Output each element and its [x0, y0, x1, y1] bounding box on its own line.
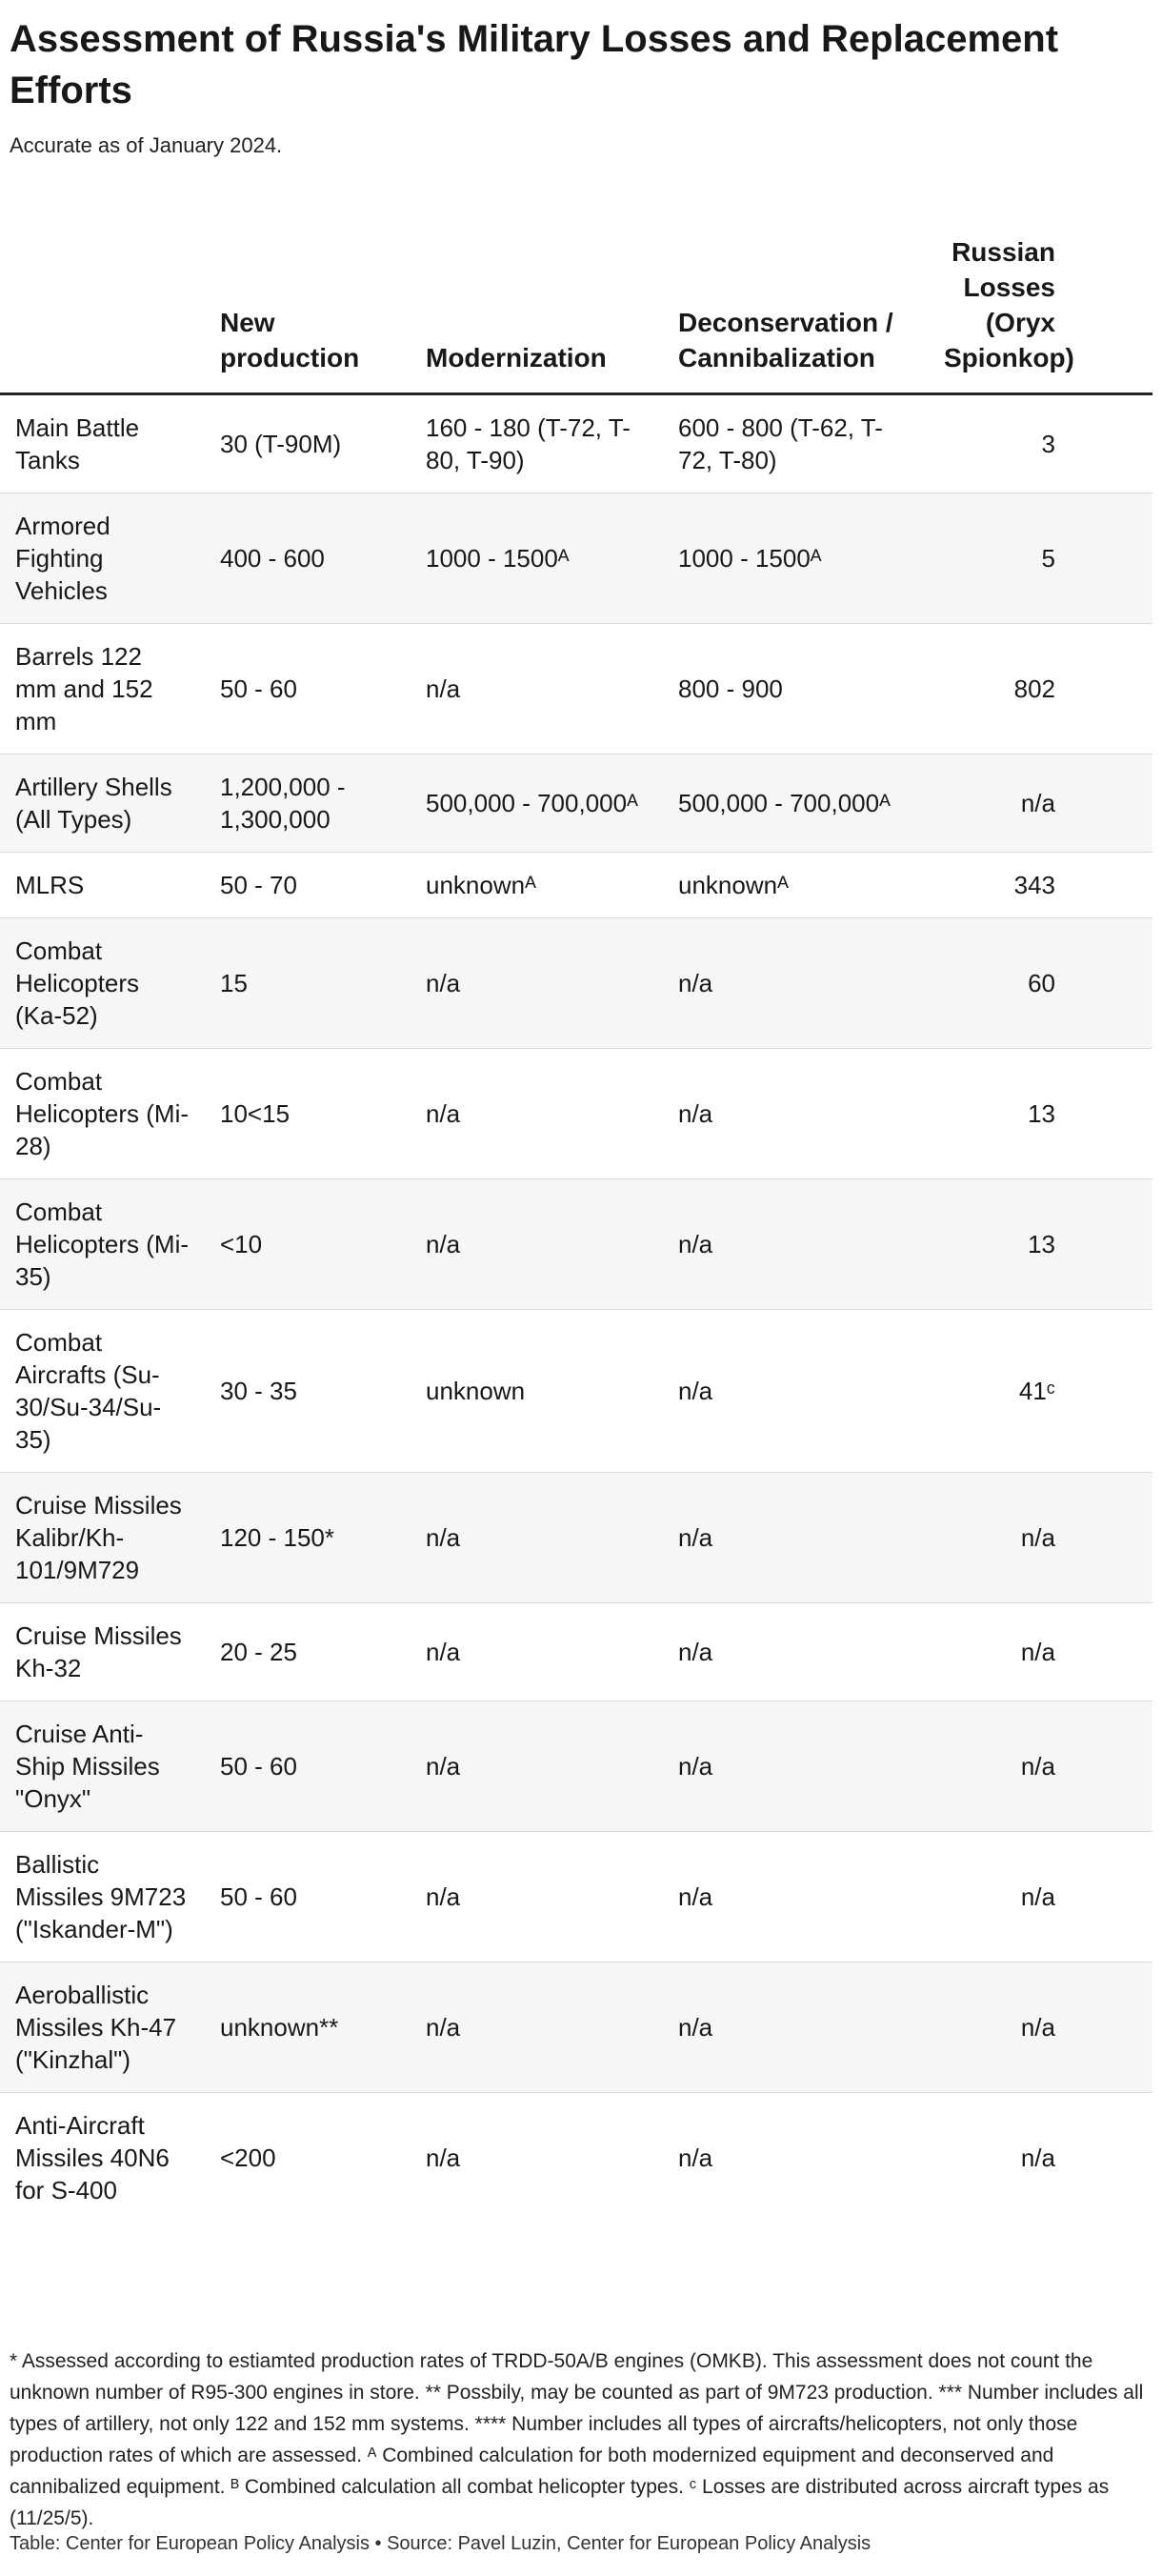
data-table — [0, 234, 1152, 2223]
table-cell: n/a — [426, 969, 461, 997]
table-cell: 13 — [1028, 1099, 1055, 1128]
row-label-cell: MLRS — [15, 871, 85, 899]
table-cell: 50 - 70 — [220, 871, 297, 899]
row-label-cell: Armored Fighting Vehicles — [15, 512, 110, 605]
table-cell: 600 - 800 (T-62, T-72, T-80) — [678, 413, 883, 474]
table-cell: n/a — [678, 1523, 713, 1552]
table-cell: n/a — [678, 1230, 713, 1258]
table-cell: 41ᶜ — [1018, 1377, 1055, 1405]
table-cell: n/a — [1020, 1752, 1055, 1781]
row-label-cell: Ballistic Missiles 9M723 ("Iskander-M") — [15, 1850, 187, 1943]
source-line: Table: Center for European Policy Analysis • Source: Pavel Luzin, Center for European Policy Analysis — [10, 2533, 872, 2554]
table-cell: n/a — [678, 2013, 713, 2042]
table-cell: n/a — [678, 1377, 713, 1405]
row-label-cell: Main Battle Tanks — [15, 413, 140, 474]
table-cell — [1071, 1179, 1152, 1310]
table-cell — [1071, 2093, 1152, 2224]
table-cell — [1071, 918, 1152, 1049]
table-cell: n/a — [678, 969, 713, 997]
table-cell: n/a — [1020, 1523, 1055, 1552]
column-header[interactable]: Russian Losses (Oryx Spionkop) — [944, 237, 1074, 372]
row-label-cell: Combat Helicopters (Mi-35) — [15, 1197, 190, 1291]
table-cell — [1071, 853, 1152, 918]
footnote: * Assessed according to estiamted production rates of TRDD-50A/B engines (OMKB). This assessment does not count the unknown number of R95-300 engines in store. ** Possbily, may be counted as part of 9M723 production. *** Number includes all types of artillery, not only 122 and 152 mm systems. **** Number includes all types of aircrafts/helicopters, not only those production rates of which are assessed. ᴬ Combined calculation for both modernized equipment and deconserved and cannibalized equipment. ᴮ Combined calculation all combat helicopter types. ᶜ Losses are distributed across aircraft types as (11/25/5). — [10, 2350, 1144, 2529]
table-cell: 50 - 60 — [220, 1752, 297, 1781]
row-label-cell: Artillery Shells (All Types) — [15, 773, 172, 834]
table-row — [0, 1310, 1152, 1473]
row-label-cell: Anti-Aircraft Missiles 40N6 for S-400 — [15, 2111, 170, 2204]
column-header[interactable] — [1071, 234, 1152, 394]
table-header-row — [0, 234, 1152, 394]
table-cell: n/a — [426, 1752, 461, 1781]
table-cell — [1071, 1603, 1152, 1701]
table-cell — [1071, 1310, 1152, 1473]
column-header[interactable]: Modernization — [426, 343, 607, 372]
table-cell: 13 — [1028, 1230, 1055, 1258]
table-cell: unknown** — [220, 2013, 339, 2042]
table-row — [0, 1049, 1152, 1179]
table-cell: 30 - 35 — [220, 1377, 297, 1405]
table-cell: n/a — [426, 1099, 461, 1128]
table-cell — [1071, 394, 1152, 493]
table-cell: <200 — [220, 2143, 276, 2172]
table-row — [0, 1701, 1152, 1832]
table-cell: unknown — [426, 1377, 526, 1405]
table-cell: n/a — [678, 1638, 713, 1666]
row-label-cell: Combat Helicopters (Ka-52) — [15, 936, 140, 1030]
table-cell: n/a — [678, 1882, 713, 1911]
table-cell — [1071, 493, 1152, 624]
table-cell: 500,000 - 700,000ᴬ — [678, 789, 891, 817]
table-cell: 120 - 150* — [220, 1523, 334, 1552]
table-row — [0, 755, 1152, 853]
table-cell: <10 — [220, 1230, 263, 1258]
row-label-cell: Combat Helicopters (Mi-28) — [15, 1067, 190, 1160]
table-cell: 1000 - 1500ᴬ — [678, 544, 822, 573]
table-cell — [1071, 1701, 1152, 1832]
table-cell: 5 — [1041, 544, 1055, 573]
table-cell: 500,000 - 700,000ᴬ — [426, 789, 638, 817]
table-cell: n/a — [678, 2143, 713, 2172]
table-container[interactable] — [0, 234, 1152, 2223]
table-row — [0, 1962, 1152, 2093]
table-cell: 400 - 600 — [220, 544, 325, 573]
table-cell: n/a — [426, 1523, 461, 1552]
table-cell: 1000 - 1500ᴬ — [426, 544, 570, 573]
table-cell: n/a — [426, 1882, 461, 1911]
row-label-cell: Cruise Anti-Ship Missiles "Onyx" — [15, 1720, 160, 1813]
table-cell — [1071, 1473, 1152, 1603]
table-cell: n/a — [678, 1752, 713, 1781]
table-cell: unknownᴬ — [678, 871, 789, 899]
table-cell: 343 — [1013, 871, 1055, 899]
table-cell: n/a — [1020, 1638, 1055, 1666]
row-label-cell: Combat Aircrafts (Su-30/Su-34/Su-35) — [15, 1328, 162, 1454]
table-cell: n/a — [1020, 1882, 1055, 1911]
table-cell: 3 — [1041, 430, 1055, 458]
table-row — [0, 493, 1152, 624]
table-cell: 15 — [220, 969, 248, 997]
table-row — [0, 918, 1152, 1049]
table-row — [0, 1832, 1152, 1962]
table-cell: n/a — [426, 674, 461, 703]
table-cell: n/a — [426, 1230, 461, 1258]
table-row — [0, 1603, 1152, 1701]
table-cell: 30 (T-90M) — [220, 430, 342, 458]
page-title: Assessment of Russia's Military Losses and Replacement Efforts — [10, 18, 1059, 111]
table-cell — [1071, 1962, 1152, 2093]
table-cell: 160 - 180 (T-72, T-80, T-90) — [426, 413, 631, 474]
table-cell: 10<15 — [220, 1099, 290, 1128]
table-cell: n/a — [1020, 2143, 1055, 2172]
table-cell: 802 — [1013, 674, 1055, 703]
table-cell: n/a — [426, 2143, 461, 2172]
row-label-cell: Barrels 122 mm and 152 mm — [15, 642, 153, 735]
table-cell: n/a — [426, 1638, 461, 1666]
table-cell — [1071, 1832, 1152, 1962]
table-cell: n/a — [1020, 789, 1055, 817]
table-cell: 1,200,000 - 1,300,000 — [220, 773, 346, 834]
table-cell — [1071, 755, 1152, 853]
table-cell: 50 - 60 — [220, 674, 297, 703]
table-cell: unknownᴬ — [426, 871, 536, 899]
table-cell: 60 — [1028, 969, 1055, 997]
column-header[interactable]: New production — [220, 308, 360, 372]
table-cell — [1071, 1049, 1152, 1179]
subtitle: Accurate as of January 2024. — [10, 133, 283, 157]
column-header[interactable]: Deconservation / Cannibalization — [678, 308, 893, 372]
row-label-cell: Cruise Missiles Kalibr/Kh-101/9M729 — [15, 1491, 182, 1584]
table-row — [0, 853, 1152, 918]
table-row — [0, 394, 1152, 493]
table-cell: n/a — [426, 2013, 461, 2042]
table-row — [0, 1473, 1152, 1603]
table-row — [0, 1179, 1152, 1310]
row-label-cell: Aeroballistic Missiles Kh-47 ("Kinzhal") — [15, 1981, 177, 2074]
column-header — [0, 234, 205, 394]
table-cell: n/a — [678, 1099, 713, 1128]
table-cell: 50 - 60 — [220, 1882, 297, 1911]
table-row — [0, 2093, 1152, 2224]
table-cell — [1071, 624, 1152, 755]
row-label-cell: Cruise Missiles Kh-32 — [15, 1621, 182, 1682]
table-cell: 800 - 900 — [678, 674, 783, 703]
table-cell: n/a — [1020, 2013, 1055, 2042]
table-row — [0, 624, 1152, 755]
table-cell: 20 - 25 — [220, 1638, 297, 1666]
